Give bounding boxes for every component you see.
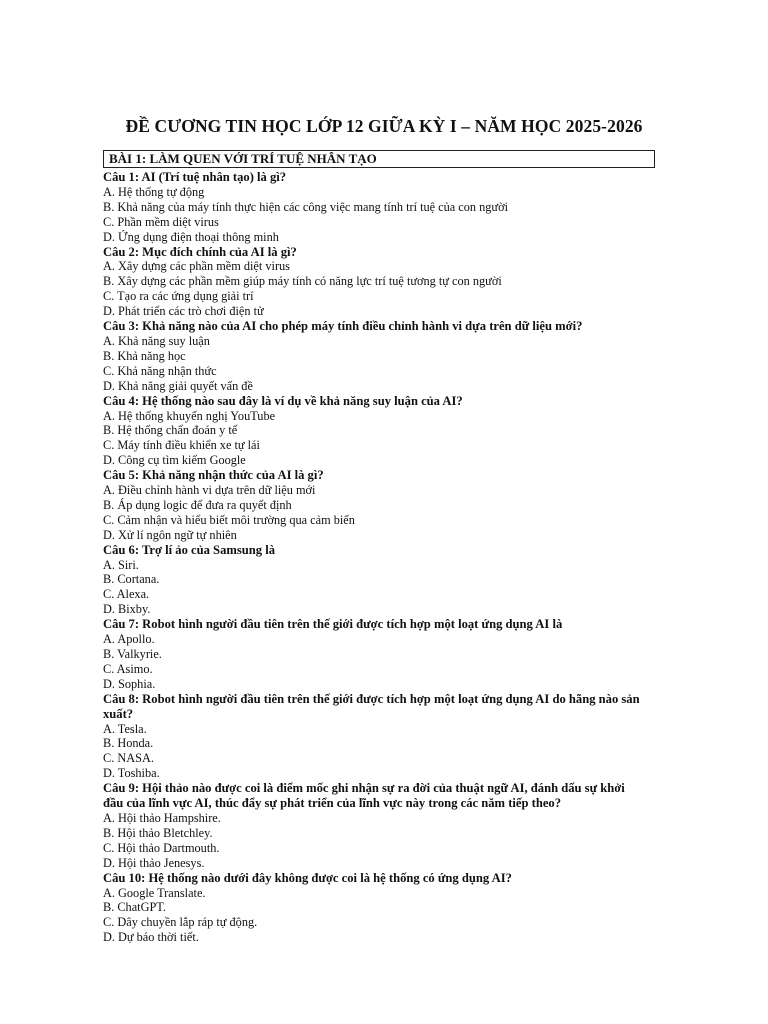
answer-option: B. Valkyrie.: [103, 647, 162, 661]
question-block: [103, 394, 663, 469]
answer-option: B. Áp dụng logic để đưa ra quyết định: [103, 497, 292, 512]
answer-option: D. Xử lí ngôn ngữ tự nhiên: [103, 527, 237, 542]
answer-option: A. Tesla.: [103, 721, 147, 736]
answer-option: C. Khả năng nhận thức: [103, 363, 217, 378]
answer-option: B. Hội thảo Bletchley.: [103, 825, 213, 840]
answer-option: B. ChatGPT.: [103, 900, 166, 915]
answer-option: B. Hệ thống chẩn đoán y tế: [103, 423, 238, 438]
question-text: Câu 8: Robot hình người đầu tiên trên thế giới được tích hợp một loạt ứng dụng AI do hãng nào sản xuất?: [103, 691, 640, 721]
answer-option: D. Khả năng giải quyết vấn đề: [103, 378, 253, 393]
document-title: ĐỀ CƯƠNG TIN HỌC LỚP 12 GIỮA KỲ I – NĂM HỌC 2025-2026: [125, 116, 643, 136]
question-block: [103, 319, 663, 394]
question-text: Câu 9: Hội thảo nào được coi là điểm mốc ghi nhận sự ra đời của thuật ngữ AI, đánh dấu sự khởi đầu của lĩnh vực AI, thúc đẩy sự phát triển của lĩnh vực này trong các năm tiếp theo?: [103, 781, 625, 811]
answer-option: D. Toshiba.: [103, 766, 160, 781]
answer-option: C. NASA.: [103, 751, 154, 766]
answer-option: A. Xây dựng các phần mềm diệt virus: [103, 259, 290, 274]
answer-option: C. Hội thảo Dartmouth.: [103, 840, 220, 855]
answer-option: A. Apollo.: [103, 632, 155, 647]
answer-option: C. Alexa.: [103, 587, 150, 602]
question-text: Câu 7: Robot hình người đầu tiên trên thế giới được tích hợp một loạt ứng dụng AI là: [103, 617, 563, 632]
answer-option: C. Máy tính điều khiển xe tự lái: [103, 438, 260, 453]
answer-option: C. Tạo ra các ứng dụng giải trí: [103, 289, 254, 304]
question-block: [103, 871, 663, 946]
answer-option: D. Ứng dụng điện thoại thông minh: [103, 229, 279, 244]
answer-option: C. Dây chuyền lắp ráp tự động.: [103, 915, 258, 930]
answer-option: B. Khả năng học: [103, 348, 186, 363]
question-text: Câu 3: Khả năng nào của AI cho phép máy tính điều chỉnh hành vi dựa trên dữ liệu mới?: [103, 319, 583, 334]
answer-option: D. Hội thảo Jenesys.: [103, 855, 205, 870]
question-text: Câu 5: Khả năng nhận thức của AI là gì?: [103, 468, 324, 483]
answer-option: A. Điều chỉnh hành vi dựa trên dữ liệu mới: [103, 483, 316, 498]
answer-option: B. Khả năng của máy tính thực hiện các công việc mang tính trí tuệ của con người: [103, 199, 509, 214]
answer-option: D. Dự báo thời tiết.: [103, 930, 199, 945]
document-content: [103, 150, 663, 945]
answer-option: D. Bixby.: [103, 602, 151, 617]
answer-option: C. Phần mềm diệt virus: [103, 214, 219, 229]
question-block: [103, 543, 663, 618]
answer-option: B. Honda.: [103, 736, 154, 751]
question-block: [103, 781, 663, 870]
question-text: Câu 2: Mục đích chính của AI là gì?: [103, 244, 297, 259]
question-text: Câu 4: Hệ thống nào sau đây là ví dụ về khả năng suy luận của AI?: [103, 393, 463, 408]
answer-option: A. Hội thảo Hampshire.: [103, 810, 221, 825]
answer-option: A. Google Translate.: [103, 885, 206, 900]
answer-option: A. Khả năng suy luận: [103, 333, 210, 348]
answer-option: C. Asimo.: [103, 661, 153, 676]
question-text: Câu 1: AI (Trí tuệ nhân tạo) là gì?: [103, 170, 287, 184]
answer-option: D. Công cụ tìm kiếm Google: [103, 453, 246, 468]
question-block: [103, 170, 663, 245]
question-list: [103, 170, 663, 945]
answer-option: D. Phát triển các trò chơi điện tử: [103, 304, 264, 319]
answer-option: A. Hệ thống khuyến nghị YouTube: [103, 408, 276, 423]
answer-option: A. Siri.: [103, 557, 139, 572]
question-block: [103, 468, 663, 543]
section-heading: BÀI 1: LÀM QUEN VỚI TRÍ TUỆ NHÂN TẠO: [103, 150, 655, 168]
question-block: [103, 692, 663, 781]
answer-option: D. Sophia.: [103, 676, 156, 691]
question-block: [103, 245, 663, 320]
answer-option: A. Hệ thống tự động: [103, 184, 205, 199]
question-text: Câu 10: Hệ thống nào dưới đây không được coi là hệ thống có ứng dụng AI?: [103, 870, 512, 885]
answer-option: C. Cảm nhận và hiểu biết môi trường qua cảm biến: [103, 512, 355, 527]
question-text: Câu 6: Trợ lí ảo của Samsung là: [103, 542, 276, 557]
answer-option: B. Xây dựng các phần mềm giúp máy tính có năng lực trí tuệ tương tự con người: [103, 274, 502, 289]
question-block: [103, 617, 663, 692]
answer-option: B. Cortana.: [103, 572, 160, 587]
